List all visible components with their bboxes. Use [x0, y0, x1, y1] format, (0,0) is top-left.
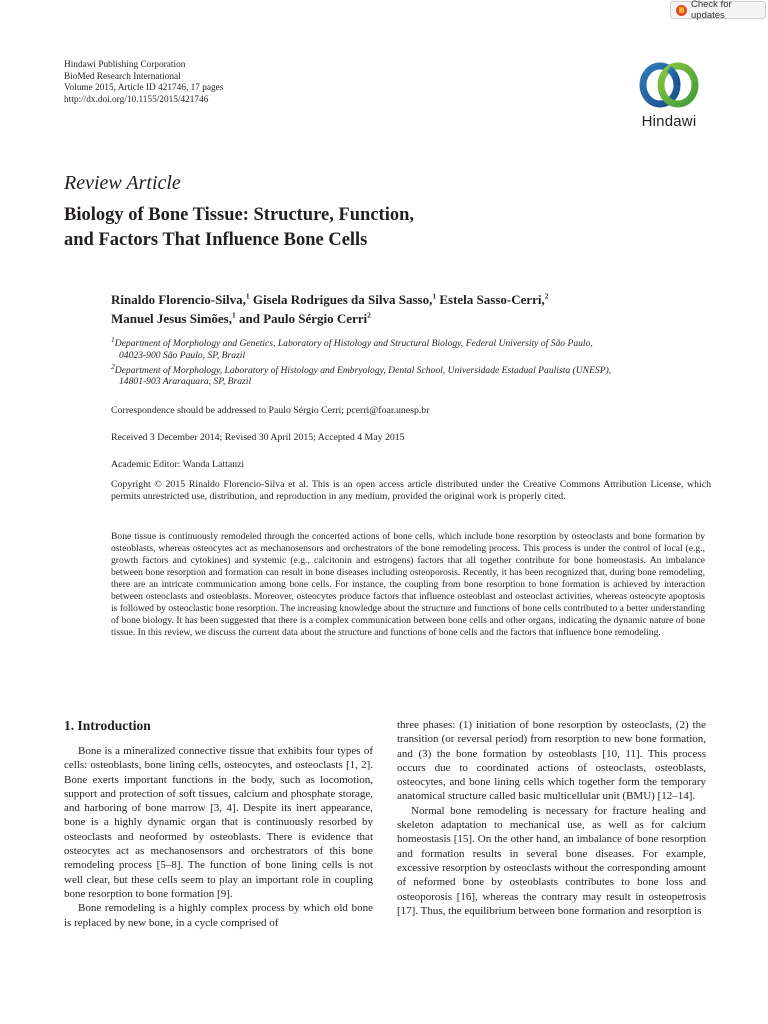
author-affiliation-mark: 1: [432, 291, 437, 301]
hindawi-rings-icon: [638, 60, 700, 110]
affiliation-text: Department of Morphology and Genetics, Laboratory of Histology and Structural Biology, Federal University of São Paulo,: [114, 338, 593, 349]
article-title: [64, 203, 624, 253]
affiliation-text: Department of Morphology, Laboratory of Histology and Embryology, Dental School, Universidade Estadual Paulista (UNESP),: [114, 364, 612, 376]
journal-info: [64, 60, 223, 106]
author-name: Estela Sasso-Cerri,: [436, 292, 545, 307]
author-name: Rinaldo Florencio-Silva,: [111, 292, 246, 307]
affiliation-text: 04023-900 São Paulo, SP, Brazil: [119, 349, 246, 361]
check-for-updates-button[interactable]: [670, 1, 766, 19]
affiliation: [111, 334, 711, 362]
author-name: and Paulo Sérgio Cerri: [235, 311, 368, 326]
affiliation-mark: 1: [111, 334, 115, 344]
title-line: and Factors That Influence Bone Cells: [64, 230, 368, 250]
journal-name: BioMed Research International: [64, 71, 181, 82]
author-list: [111, 290, 671, 328]
volume-info: Volume 2015, Article ID 421746, 17 pages: [64, 83, 224, 93]
author-affiliation-mark: 1: [231, 310, 236, 320]
hindawi-logo: [628, 60, 710, 132]
author-affiliation-mark: 2: [367, 310, 371, 320]
author-line: [111, 309, 671, 328]
affiliation: [111, 361, 711, 389]
article-type: Review Article: [64, 172, 181, 194]
hindawi-wordmark: Hindawi: [641, 113, 697, 130]
body-paragraph: three phases: (1) initiation of bone resorption by osteoclasts, (2) the transition (or reversal period) from resorption to new bone formation, and (3) the bone formation by osteoblasts [10, 11]. This process occurs due to coordinated actions of osteoclasts, osteoblasts, osteocytes, and bone lining cells which together form the temporary anatomical structure called basic multicellular unit (BMU) [12–14].: [397, 719, 706, 803]
body-column-left: [64, 718, 373, 930]
affiliation-text: 14801-903 Araraquara, SP, Brazil: [119, 376, 252, 388]
body-column-right: [397, 718, 706, 918]
body-paragraph: Bone is a mineralized connective tissue that exhibits four types of cells: osteoblasts, bone lining cells, osteocytes, and osteoclasts [1, 2]. Bone exerts important functions in the body, such as locomotion, support and protection of soft tissues, calcium and phosphate storage, and harboring of bone marrow [3, 4]. Despite its inert appearance, bone is a highly dynamic organ that is continuously resorbed by osteoclasts and neoformed by osteoblasts. There is evidence that osteocytes act as mechanosensors and orchestrators of this bone remodeling process [5–8]. The function of bone lining cells is not well clear, but these cells seem to play an important role in coupling bone resorption to bone formation [9].: [64, 745, 373, 900]
publisher: Hindawi Publishing Corporation: [64, 60, 186, 70]
section-heading: 1. Introduction: [64, 718, 151, 733]
check-for-updates-label: Check for updates: [691, 0, 732, 21]
body-paragraph: Bone remodeling is a highly complex process by which old bone is replaced by new bone, in a cycle comprised of: [64, 902, 373, 929]
affiliation-mark: 2: [111, 361, 115, 371]
affiliations: [111, 334, 711, 391]
author-affiliation-mark: 2: [544, 291, 549, 301]
abstract: Bone tissue is continuously remodeled through the concerted actions of bone cells, which include bone resorption by osteoclasts and bone formation by osteoblasts, whereas osteocytes act as mechanosensors and orchestrators of the bone remodeling process. This process is under the control of local (e.g., growth factors and cytokines) and systemic (e.g., calcitonin and estrogens) factors that all together contribute for bone homeostasis. An imbalance between bone resorption and formation can result in bone diseases including osteoporosis. Recently, it has been recognized that, during bone remodeling, there are an intricate communication among bone cells. For instance, the coupling from bone resorption to bone formation is achieved by interaction between osteoclasts and osteoblasts. Moreover, osteocytes produce factors that influence osteoblast and osteoclast activities, whereas osteocyte apoptosis is followed by osteoclastic bone resorption. The increasing knowledge about the structure and functions of bone cells contributed to a better understanding of bone biology. It has been suggested that there is a complex communication between bone cells and other organs, indicating the dynamic nature of bone tissue. In this review, we discuss the current data about the structure and functions of bone cells and the factors that influence bone remodeling.: [111, 531, 705, 638]
author-affiliation-mark: 1: [245, 291, 250, 301]
author-line: [111, 290, 671, 309]
received-dates: Received 3 December 2014; Revised 30 April 2015; Accepted 4 May 2015: [111, 432, 405, 443]
doi-link[interactable]: http://dx.doi.org/10.1155/2015/421746: [64, 94, 209, 105]
body-paragraph: Normal bone remodeling is necessary for fracture healing and skeleton adaptation to mechanical use, as well as for calcium homeostasis [15]. On the other hand, an imbalance of bone resorption and formation results in several bone diseases. For example, excessive resorption by osteoclasts without the corresponding amount of neformed bone by osteoblasts contributes to bone loss and osteoporosis [16], whereas the contrary may result in osteopetrosis [17]. Thus, the equilibrium between bone formation and resorption is: [397, 804, 706, 917]
copyright-notice: Copyright © 2015 Rinaldo Florencio-Silva et al. This is an open access article distributed under the Creative Commons Attribution License, which permits unrestricted use, distribution, and reproduction in any medium, provided the original work is properly cited.: [111, 479, 711, 502]
title-line: Biology of Bone Tissue: Structure, Function,: [64, 205, 414, 225]
academic-editor: Academic Editor: Wanda Lattanzi: [111, 459, 245, 470]
author-name: Manuel Jesus Simões,: [111, 311, 232, 326]
correspondence: Correspondence should be addressed to Paulo Sérgio Cerri; pcerri@foar.unesp.br: [111, 405, 430, 416]
crossmark-icon: [676, 5, 687, 16]
author-name: Gisela Rodrigues da Silva Sasso,: [249, 292, 433, 307]
